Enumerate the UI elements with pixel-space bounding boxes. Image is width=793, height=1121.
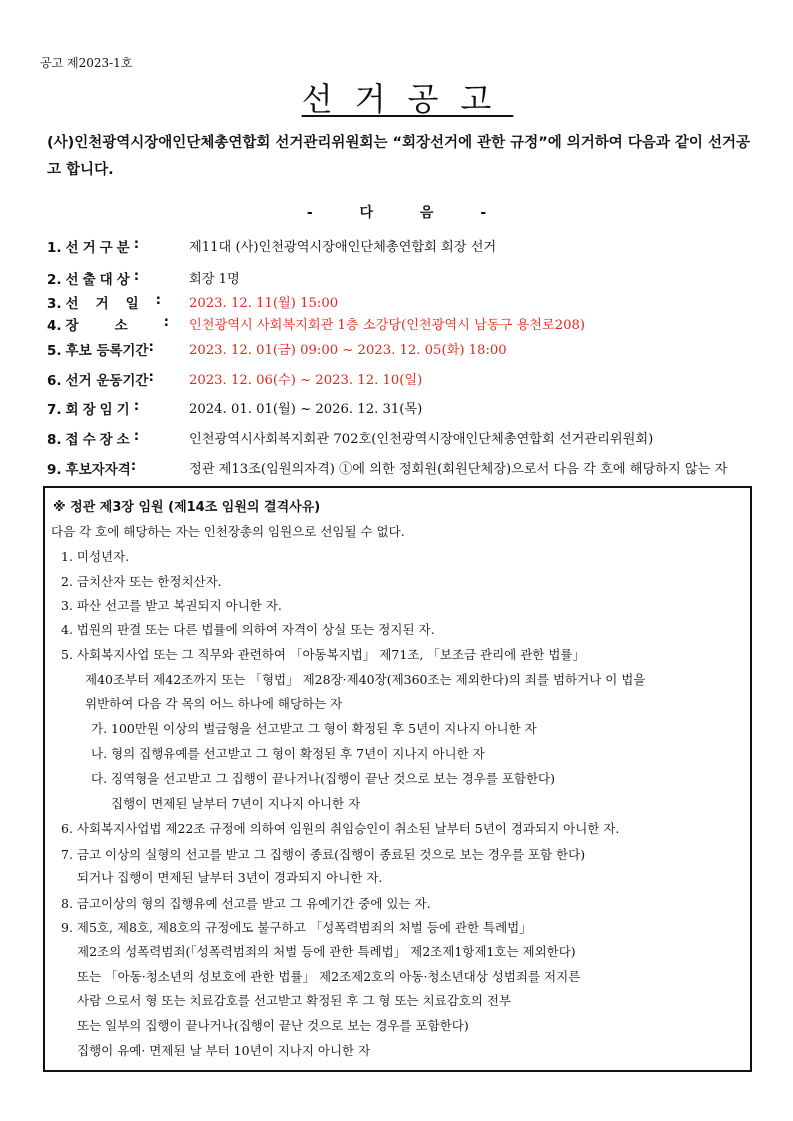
notice-item-value: 정관 제13조(임원의자격) ①에 의한 정회원(회원단체장)으로서 다음 각 호에 해당하지 않는 자 <box>189 462 728 477</box>
box-line: 집행이 유예· 면제된 날 부터 10년이 지나지 아니한 자 <box>77 1043 371 1058</box>
notice-item-value: 제11대 (사)인천광역시장애인단체총연합회 회장 선거 <box>189 240 497 255</box>
label-separator: : <box>133 268 140 284</box>
notice-item-label <box>47 314 189 334</box>
box-line: 또는 「아동·청소년의 성보호에 관한 법률」 제2조제2호의 아동·청소년대상 성범죄를 저지른 <box>77 969 581 984</box>
box-line: 가. 100만원 이상의 벌금형을 선고받고 그 형이 확정된 후 5년이 지나지 아니한 자 <box>91 721 537 736</box>
notice-item-label <box>47 398 189 418</box>
notice-item-number: 2. <box>47 272 62 288</box>
notice-item-value: 2023. 12. 01(금) 09:00 ~ 2023. 12. 05(화) 18:00 <box>189 343 507 358</box>
label-separator: : <box>163 314 170 330</box>
document-number: 공고 제2023-1호 <box>40 56 133 70</box>
notice-item-number: 9. <box>47 462 62 478</box>
box-line: 집행이 면제된 날부터 7년이 지나지 아니한 자 <box>111 796 361 811</box>
notice-item <box>47 369 772 389</box>
intro-paragraph: (사)인천광역시장애인단체총연합회 선거관리위원회는 “회장선거에 관한 규정”에 의거하여 다음과 같이 선거공고 합니다. <box>47 135 751 178</box>
notice-item-label-text: 회장임기 <box>65 402 134 418</box>
label-separator: : <box>130 458 137 474</box>
box-line: 다음 각 호에 해당하는 자는 인천장총의 임원으로 선임될 수 없다. <box>51 524 405 539</box>
notice-item-label <box>47 339 189 359</box>
notice-item <box>47 236 772 256</box>
notice-item <box>47 268 772 288</box>
notice-item-value: 인천광역시사회복지회관 702호(인천광역시장애인단체총연합회 선거관리위원회) <box>189 432 654 447</box>
box-line: 제2조의 성폭력범죄(「성폭력범죄의 처벌 등에 관한 특례법」 제2조제1항제1호는 제외한다) <box>77 944 576 959</box>
label-separator: : <box>133 398 140 414</box>
label-separator: : <box>133 236 140 252</box>
notice-item-value: 인천광역시 사회복지회관 1층 소강당(인천광역시 남동구 용천로208) <box>189 318 586 333</box>
notice-item-value: 2024. 01. 01(월) ~ 2026. 12. 31(목) <box>189 402 423 417</box>
label-separator: : <box>155 292 162 308</box>
box-line: 9. 제5호, 제8호, 제8호의 규정에도 불구하고 「성폭력범죄의 처벌 등에 관한 특례법」 <box>61 920 532 935</box>
box-line: 되거나 집행이 면제된 날부터 3년이 경과되지 아니한 자. <box>77 870 383 885</box>
box-line: 2. 금치산자 또는 한정치산자. <box>61 574 222 589</box>
notice-item-label-text: 접수장소 <box>65 432 134 448</box>
notice-item-label-text: 후보자자격 <box>65 462 131 478</box>
notice-item <box>47 339 772 359</box>
notice-item <box>47 314 772 334</box>
notice-item <box>47 398 772 418</box>
box-line: 6. 사회복지사업법 제22조 규정에 의하여 임원의 취임승인이 취소된 날부터 5년이 경과되지 아니한 자. <box>61 821 620 836</box>
notice-item-label <box>47 458 189 478</box>
notice-item-label <box>47 268 189 288</box>
notice-item-number: 1. <box>47 240 62 256</box>
label-separator: : <box>133 428 140 444</box>
notice-item-label <box>47 428 189 448</box>
label-separator: : <box>148 339 154 355</box>
notice-item-label-text: 선거 운동기간 <box>65 373 149 389</box>
notice-item-label-text: 후보 등록기간 <box>65 343 149 359</box>
notice-item-label-text: 선출대상 <box>65 272 134 288</box>
notice-item-number: 5. <box>47 343 62 359</box>
notice-item-number: 8. <box>47 432 62 448</box>
notice-item-value: 2023. 12. 11(월) 15:00 <box>189 296 339 311</box>
notice-item-value: 2023. 12. 06(수) ~ 2023. 12. 10(일) <box>189 373 423 388</box>
notice-item <box>47 458 772 478</box>
box-line: 다. 징역형을 선고받고 그 집행이 끝나거나(집행이 끝난 것으로 보는 경우를 포함한다) <box>91 771 556 786</box>
notice-item-number: 7. <box>47 402 62 418</box>
notice-item <box>47 292 772 312</box>
section-heading: - 다 음 - <box>306 205 487 221</box>
notice-item-number: 6. <box>47 373 62 389</box>
notice-item-number: 3. <box>47 296 62 312</box>
notice-item <box>47 428 772 448</box>
box-line: 4. 법원의 판결 또는 다른 법률에 의하여 자격이 상실 또는 정지된 자. <box>61 622 435 637</box>
box-line: 3. 파산 선고를 받고 복권되지 아니한 자. <box>61 598 282 613</box>
notice-item-label <box>47 292 189 312</box>
label-separator: : <box>148 369 154 385</box>
notice-item-label <box>47 369 189 389</box>
notice-item-label-text: 선거일 <box>65 296 156 312</box>
box-line: 7. 금고 이상의 실형의 선고를 받고 그 집행이 종료(집행이 종료된 것으로 보는 경우를 포함 한다) <box>61 847 586 862</box>
box-title: ※ 정관 제3장 임원 (제14조 임원의 결격사유) <box>53 500 321 515</box>
notice-item-number: 4. <box>47 318 62 334</box>
box-line: 또는 일부의 집행이 끝나거나(집행이 끝난 것으로 보는 경우를 포함한다) <box>77 1018 469 1033</box>
box-line: 8. 금고이상의 형의 집행유예 선고를 받고 그 유예기간 중에 있는 자. <box>61 896 431 911</box>
disqualification-box <box>43 486 752 1072</box>
box-line: 1. 미성년자. <box>61 549 130 564</box>
box-line: 사람 으로서 형 또는 치료감호를 선고받고 확정된 후 그 형 또는 치료감호의 전부 <box>77 993 512 1008</box>
box-line: 나. 형의 집행유예를 선고받고 그 형이 확정된 후 7년이 지나지 아니한 자 <box>91 746 485 761</box>
box-line: 5. 사회복지사업 또는 그 직무와 관련하여 「아동복지법」 제71조, 「보조금 관리에 관한 법률」 <box>61 647 585 662</box>
box-line: 제40조부터 제42조까지 또는 「형법」 제28장·제40장(제360조는 제외한다)의 죄를 범하거나 이 법을 <box>85 672 646 687</box>
box-line: 위반하여 다음 각 목의 어느 하나에 해당하는 자 <box>85 696 343 711</box>
notice-item-label <box>47 236 189 256</box>
notice-item-value: 회장 1명 <box>189 272 240 287</box>
notice-item-label-text: 선거구분 <box>65 240 134 256</box>
notice-item-label-text: 장소 <box>65 318 164 334</box>
document-title: 선거공고 <box>301 80 514 118</box>
